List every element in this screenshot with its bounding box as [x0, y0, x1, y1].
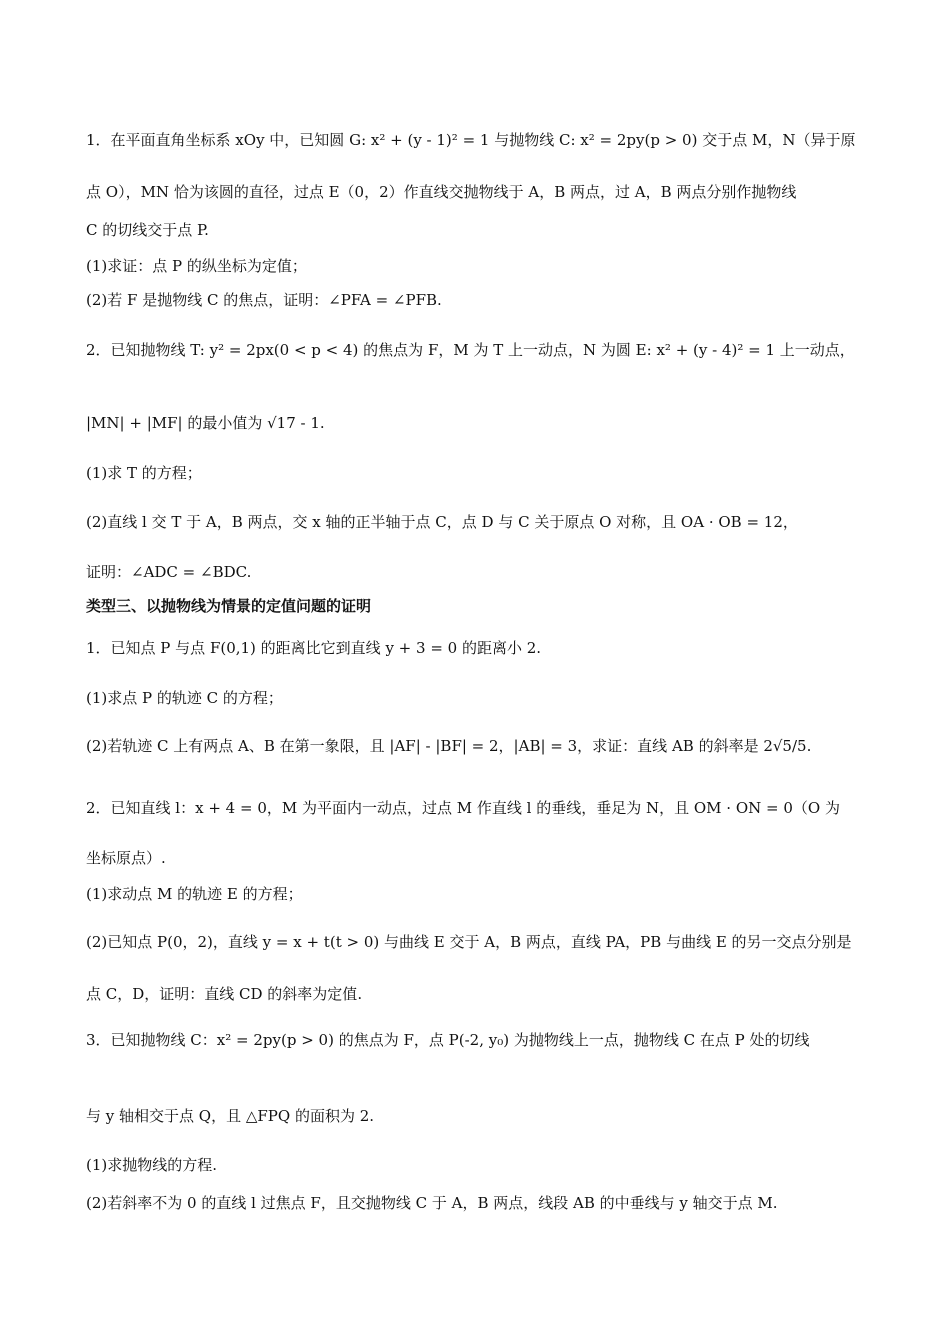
text-line: 2．已知抛物线 T: y² = 2px(0 < p < 4) 的焦点为 F，M 为 T 上一动点，N 为圆 E: x² + (y - 4)² = 1 上一动点， [86, 341, 855, 359]
text-line: 与 y 轴相交于点 Q，且 △FPQ 的面积为 2. [86, 1107, 375, 1125]
text-line: (2)若 F 是抛物线 C 的焦点，证明：∠PFA = ∠PFB. [86, 291, 442, 309]
text-line: 1．已知点 P 与点 F(0,1) 的距离比它到直线 y + 3 = 0 的距离小 2. [86, 639, 542, 657]
text-line: (2)若轨迹 C 上有两点 A、B 在第一象限，且 |AF| - |BF| = 2，|AB| = 3，求证：直线 AB 的斜率是 2√5/5. [86, 737, 812, 755]
text-line: (1)求点 P 的轨迹 C 的方程； [86, 689, 283, 707]
text-line: (2)若斜率不为 0 的直线 l 过焦点 F，且交抛物线 C 于 A，B 两点，线段 AB 的中垂线与 y 轴交于点 M. [86, 1194, 778, 1212]
text-line: 点 C，D，证明：直线 CD 的斜率为定值. [86, 985, 363, 1003]
text-line: |MN| + |MF| 的最小值为 √17 - 1. [86, 414, 325, 432]
text-line: (1)求抛物线的方程. [86, 1156, 218, 1174]
text-line: (1)求 T 的方程； [86, 464, 202, 482]
text-line: 3．已知抛物线 C：x² = 2py(p > 0) 的焦点为 F，点 P(-2, y₀) 为抛物线上一点，抛物线 C 在点 P 处的切线 [86, 1031, 810, 1049]
text-line: 证明：∠ADC = ∠BDC. [86, 563, 252, 581]
text-line: 点 O），MN 恰为该圆的直径，过点 E（0，2）作直线交抛物线于 A，B 两点，过 A，B 两点分别作抛物线 [86, 183, 797, 201]
text-line: (2)直线 l 交 T 于 A，B 两点，交 x 轴的正半轴于点 C，点 D 与 C 关于原点 O 对称，且 OA · OB = 12， [86, 513, 798, 531]
text-line: (1)求动点 M 的轨迹 E 的方程； [86, 885, 303, 903]
text-line: (1)求证：点 P 的纵坐标为定值； [86, 257, 307, 275]
section-heading: 类型三、以抛物线为情景的定值问题的证明 [86, 597, 372, 615]
text-line: C 的切线交于点 P. [86, 221, 209, 239]
text-line: 1．在平面直角坐标系 xOy 中，已知圆 G: x² + (y - 1)² = 1 与抛物线 C: x² = 2py(p > 0) 交于点 M，N（异于原 [86, 131, 856, 149]
text-line: (2)已知点 P(0，2)，直线 y = x + t(t > 0) 与曲线 E 交于 A，B 两点，直线 PA，PB 与曲线 E 的另一交点分别是 [86, 933, 852, 951]
text-line: 2．已知直线 l：x + 4 = 0，M 为平面内一动点，过点 M 作直线 l 的垂线，垂足为 N，且 OM · ON = 0（O 为 [86, 799, 840, 817]
text-line: 坐标原点）. [86, 849, 166, 867]
